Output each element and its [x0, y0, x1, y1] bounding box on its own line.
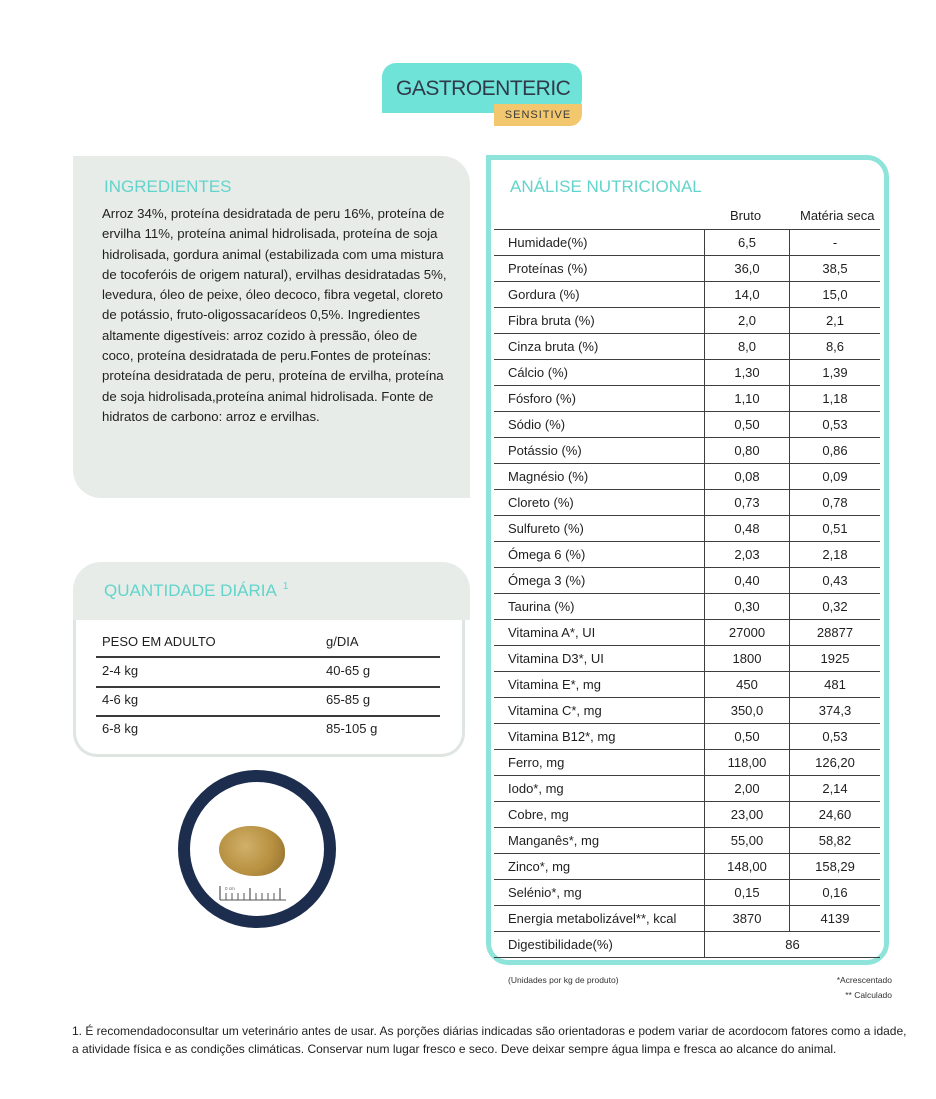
value-bruto: 55,00 [705, 828, 790, 854]
value-bruto: 0,30 [705, 594, 790, 620]
value-bruto: 0,15 [705, 880, 790, 906]
value-bruto: 0,73 [705, 490, 790, 516]
value-dry-matter: 0,16 [790, 880, 881, 906]
daily-table-row [96, 715, 440, 743]
value-bruto: 14,0 [705, 282, 790, 308]
value-bruto: 148,00 [705, 854, 790, 880]
value-dry-matter: 158,29 [790, 854, 881, 880]
nutrient-name: Gordura (%) [494, 282, 705, 308]
note-added: *Acrescentado [836, 975, 892, 985]
daily-weight: 6-8 kg [102, 721, 139, 736]
value-dry-matter: 24,60 [790, 802, 881, 828]
daily-grams: 65-85 g [326, 692, 371, 707]
brand-subtitle: SENSITIVE [494, 104, 582, 126]
nutrient-name: Iodo*, mg [494, 776, 705, 802]
nutrient-name: Vitamina E*, mg [494, 672, 705, 698]
ruler-icon [218, 882, 288, 902]
nutrition-row [494, 438, 880, 464]
daily-table-row [96, 686, 440, 714]
nutrient-name: Sulfureto (%) [494, 516, 705, 542]
nutrition-row [494, 594, 880, 620]
nutrition-row [494, 360, 880, 386]
value-dry-matter: 1,39 [790, 360, 881, 386]
units-note: (Unidades por kg de produto) [508, 975, 619, 985]
value-dry-matter: 1,18 [790, 386, 881, 412]
nutrient-name: Vitamina C*, mg [494, 698, 705, 724]
nutrient-name: Cálcio (%) [494, 360, 705, 386]
ruler-label: 0 cm [225, 886, 235, 891]
value-dry-matter: 0,43 [790, 568, 881, 594]
value-dry-matter: 126,20 [790, 750, 881, 776]
value-bruto: 350,0 [705, 698, 790, 724]
nutrition-row-digestibility [494, 932, 880, 958]
value-dry-matter: 0,09 [790, 464, 881, 490]
value-dry-matter: 2,14 [790, 776, 881, 802]
daily-quantity-title [104, 581, 288, 601]
nutrition-row [494, 308, 880, 334]
digestibility-label: Digestibilidade(%) [494, 932, 705, 958]
daily-table-row [96, 657, 440, 685]
nutrient-name: Taurina (%) [494, 594, 705, 620]
nutrient-name: Energia metabolizável**, kcal [494, 906, 705, 932]
value-bruto: 0,50 [705, 412, 790, 438]
value-bruto: 450 [705, 672, 790, 698]
nutrient-name: Ferro, mg [494, 750, 705, 776]
value-dry-matter: 38,5 [790, 256, 881, 282]
nutrient-name: Ómega 6 (%) [494, 542, 705, 568]
nutrition-table [494, 229, 880, 958]
footnote: 1. É recomendadoconsultar um veterinário antes de usar. As porções diárias indicadas são orientadoras e podem variar de acordocom fatores como a idade, a atividade física e as condições climáticas. Conservar num lugar fresco e seco. Deve deixar sempre água limpa e fresca ao alcance do animal. [72, 1024, 907, 1056]
daily-weight: 2-4 kg [102, 663, 139, 678]
daily-grams: 40-65 g [326, 663, 371, 678]
value-dry-matter: 1925 [790, 646, 881, 672]
value-bruto: 118,00 [705, 750, 790, 776]
value-dry-matter: 0,53 [790, 724, 881, 750]
value-dry-matter: 2,18 [790, 542, 881, 568]
value-dry-matter: 2,1 [790, 308, 881, 334]
daily-header-grams: g/DIA [326, 634, 359, 649]
value-bruto: 2,00 [705, 776, 790, 802]
value-bruto: 0,80 [705, 438, 790, 464]
value-bruto: 3870 [705, 906, 790, 932]
value-bruto: 23,00 [705, 802, 790, 828]
nutrition-row [494, 490, 880, 516]
value-dry-matter: 0,51 [790, 516, 881, 542]
nutrition-row [494, 776, 880, 802]
value-bruto: 2,0 [705, 308, 790, 334]
ingredients-text: Arroz 34%, proteína desidratada de peru 16%, proteína de ervilha 11%, proteína animal hidrolisada, proteína de soja hidrolisada, gordura animal (estabilizada com uma mistura de tocoferóis de origem natural), ervilhas desidratadas 5%, levedura, óleo de peixe, óleo decoco, fibra vegetal, cloreto de potássio, fruto-oligossacarídeos 0,5%. Ingredientes altamente digestíveis: arroz cozido à pressão, óleo de coco, proteína desidratada de peru.Fontes de proteínas: proteína desidratada de peru, proteína de ervilha, proteína de soja hidrolisada,proteína animal hidrolisada. Fonte de hidratos de carbono: arroz e ervilhas. [102, 206, 447, 424]
nutrition-row [494, 880, 880, 906]
value-bruto: 0,50 [705, 724, 790, 750]
value-dry-matter: 28877 [790, 620, 881, 646]
nutrition-row [494, 568, 880, 594]
nutrition-row [494, 698, 880, 724]
nutrition-row [494, 906, 880, 932]
value-bruto: 1,10 [705, 386, 790, 412]
value-bruto: 8,0 [705, 334, 790, 360]
value-dry-matter: 0,53 [790, 412, 881, 438]
nutrient-name: Sódio (%) [494, 412, 705, 438]
value-bruto: 6,5 [705, 230, 790, 256]
nutrient-name: Vitamina D3*, UI [494, 646, 705, 672]
value-dry-matter: 8,6 [790, 334, 881, 360]
nutrition-row [494, 672, 880, 698]
nutrient-name: Fibra bruta (%) [494, 308, 705, 334]
nutrient-name: Cloreto (%) [494, 490, 705, 516]
nutrition-row [494, 282, 880, 308]
ingredients-title: INGREDIENTES [104, 177, 232, 196]
nutrition-row [494, 542, 880, 568]
nutrient-name: Manganês*, mg [494, 828, 705, 854]
column-header-dry-matter: Matéria seca [800, 208, 875, 223]
note-calculated: ** Calculado [845, 990, 892, 1000]
value-bruto: 2,03 [705, 542, 790, 568]
digestibility-value: 86 [705, 932, 881, 958]
nutrient-name: Cinza bruta (%) [494, 334, 705, 360]
nutrition-row [494, 412, 880, 438]
column-header-bruto: Bruto [730, 208, 762, 223]
nutrition-title: ANÁLISE NUTRICIONAL [510, 177, 702, 196]
value-dry-matter: 4139 [790, 906, 881, 932]
value-bruto: 0,08 [705, 464, 790, 490]
kibble-image [219, 826, 285, 876]
daily-quantity-footnote-mark: 1 [282, 581, 289, 593]
daily-table-header [96, 628, 440, 656]
brand-title: GASTROENTERIC [396, 77, 571, 100]
nutrition-row [494, 516, 880, 542]
daily-quantity-title-text: QUANTIDADE DIÁRIA [104, 581, 277, 600]
nutrient-name: Potássio (%) [494, 438, 705, 464]
nutrition-row [494, 386, 880, 412]
value-bruto: 0,40 [705, 568, 790, 594]
nutrient-name: Selénio*, mg [494, 880, 705, 906]
nutrient-name: Vitamina B12*, mg [494, 724, 705, 750]
nutrient-name: Fósforo (%) [494, 386, 705, 412]
nutrient-name: Ómega 3 (%) [494, 568, 705, 594]
nutrition-row [494, 334, 880, 360]
value-bruto: 36,0 [705, 256, 790, 282]
nutrition-row [494, 230, 880, 256]
nutrition-row [494, 802, 880, 828]
nutrition-row [494, 464, 880, 490]
value-bruto: 27000 [705, 620, 790, 646]
nutrition-row [494, 724, 880, 750]
nutrient-name: Vitamina A*, UI [494, 620, 705, 646]
nutrient-name: Magnésio (%) [494, 464, 705, 490]
value-dry-matter: 58,82 [790, 828, 881, 854]
nutrition-row [494, 828, 880, 854]
nutrient-name: Zinco*, mg [494, 854, 705, 880]
value-bruto: 1800 [705, 646, 790, 672]
value-dry-matter: 0,32 [790, 594, 881, 620]
nutrition-row [494, 646, 880, 672]
nutrition-row [494, 256, 880, 282]
daily-grams: 85-105 g [326, 721, 378, 736]
nutrition-row [494, 750, 880, 776]
value-dry-matter: 481 [790, 672, 881, 698]
value-bruto: 1,30 [705, 360, 790, 386]
nutrient-name: Cobre, mg [494, 802, 705, 828]
value-dry-matter: - [790, 230, 881, 256]
value-dry-matter: 374,3 [790, 698, 881, 724]
nutrient-name: Proteínas (%) [494, 256, 705, 282]
value-dry-matter: 15,0 [790, 282, 881, 308]
value-dry-matter: 0,78 [790, 490, 881, 516]
value-dry-matter: 0,86 [790, 438, 881, 464]
nutrient-name: Humidade(%) [494, 230, 705, 256]
nutrition-row [494, 620, 880, 646]
daily-weight: 4-6 kg [102, 692, 139, 707]
daily-header-weight: PESO EM ADULTO [102, 634, 216, 649]
value-bruto: 0,48 [705, 516, 790, 542]
nutrition-row [494, 854, 880, 880]
